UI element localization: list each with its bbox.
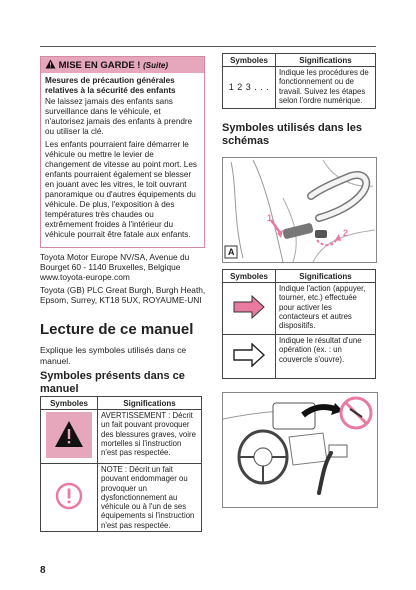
- step-numbers-symbol: 1 2 3 . . .: [223, 67, 276, 109]
- subsection-title: Symboles présents dans ce manuel: [40, 370, 185, 395]
- diagram-symbols-table: [222, 269, 376, 379]
- warning-box: [40, 56, 205, 248]
- meaning-cell: AVERTISSEMENT : Décrit un fait pouvant provoquer des blessures graves, voire mortelles si l'instruction n'est pas respectée.: [98, 410, 202, 464]
- warning-header: [41, 57, 204, 73]
- seat-illustration: [223, 158, 376, 262]
- warning-triangle-icon: [46, 412, 92, 458]
- intro-text: Explique les symboles utilisés dans ce manuel.: [40, 345, 187, 366]
- column-header: Symboles: [41, 397, 98, 410]
- figure-step-1: 1: [267, 213, 273, 223]
- top-rule: [40, 46, 376, 47]
- column-header: Significations: [98, 397, 202, 410]
- symbol-cell: [223, 283, 276, 335]
- seat-lever-illustration: [222, 157, 377, 263]
- outline-arrow-icon: [232, 343, 266, 367]
- meaning-cell: Indique les procédures de fonctionnement ou de travail. Suivez les étapes selon l'ordre numérique.: [276, 67, 376, 109]
- symbol-cell: [223, 335, 276, 379]
- symbol-cell: [41, 410, 98, 464]
- subsection-title: Symboles utilisés dans les schémas: [222, 122, 363, 147]
- warning-body: [41, 73, 204, 247]
- page-number: 8: [40, 565, 46, 576]
- warning-paragraph: Ne laissez jamais des enfants sans surveillance dans le véhicule, et n'autorisez jamais des enfants à prendre ou utiliser la clé.: [45, 97, 193, 137]
- address-gb: Toyota (GB) PLC Great Burgh, Burgh Heath, Epsom, Surrey, KT18 5UX, ROYAUME-UNI: [40, 285, 206, 306]
- meaning-cell: Indique l'action (appuyer, tourner, etc.) effectuée pour activer les contacteurs et autres dispositifs.: [276, 283, 376, 335]
- section-title: Lecture de ce manuel: [40, 321, 194, 338]
- table-row: [223, 335, 376, 379]
- figure-step-2: 2: [343, 228, 349, 238]
- column-header: Significations: [276, 270, 376, 283]
- table-row: [41, 410, 202, 464]
- dashboard-drawing: [223, 393, 377, 507]
- warning-paragraph: Les enfants pourraient faire démarrer le véhicule ou mettre le levier de changement de vitesse au point mort. Les enfants pourraient également se blesser en jouant avec les vitres, le toit ouvrant panoramique ou d'autres équipements du véhicule. De plus, l'exposition à des températures très chaudes ou extrêmement froides à l'intérieur du véhicule pourrait être fatale aux enfants.: [45, 139, 198, 240]
- symbols-table: [40, 396, 202, 532]
- table-row: [223, 283, 376, 335]
- address-europe: Toyota Motor Europe NV/SA, Avenue du Bourget 60 - 1140 Bruxelles, Belgique www.toyota-europe.com: [40, 252, 190, 283]
- meaning-cell: Indique le résultat d'une opération (ex. : un couvercle s'ouvre).: [276, 335, 376, 379]
- warning-subtitle: Mesures de précaution générales relatives à la sécurité des enfants: [45, 76, 176, 96]
- table-row: [41, 464, 202, 532]
- column-header: Symboles: [223, 270, 276, 283]
- procedure-symbols-table: [222, 53, 376, 109]
- symbol-cell: [41, 464, 98, 532]
- notice-exclamation-icon: [55, 482, 83, 510]
- pink-arrow-icon: [232, 295, 266, 319]
- column-header: Significations: [276, 54, 376, 67]
- meaning-cell: NOTE : Décrit un fait pouvant endommager ou provoquer un dysfonctionnement au véhicule ou à l'un de ses équipements si l'instruction n'est pas respectée.: [98, 464, 202, 532]
- warning-suite: (Suite): [143, 61, 168, 70]
- warning-triangle-icon: [45, 59, 56, 69]
- column-header: Symboles: [223, 54, 276, 67]
- warning-title: MISE EN GARDE !: [58, 60, 141, 71]
- dashboard-illustration: [222, 392, 378, 508]
- figure-label-a: A: [228, 247, 235, 257]
- table-row: [223, 67, 376, 109]
